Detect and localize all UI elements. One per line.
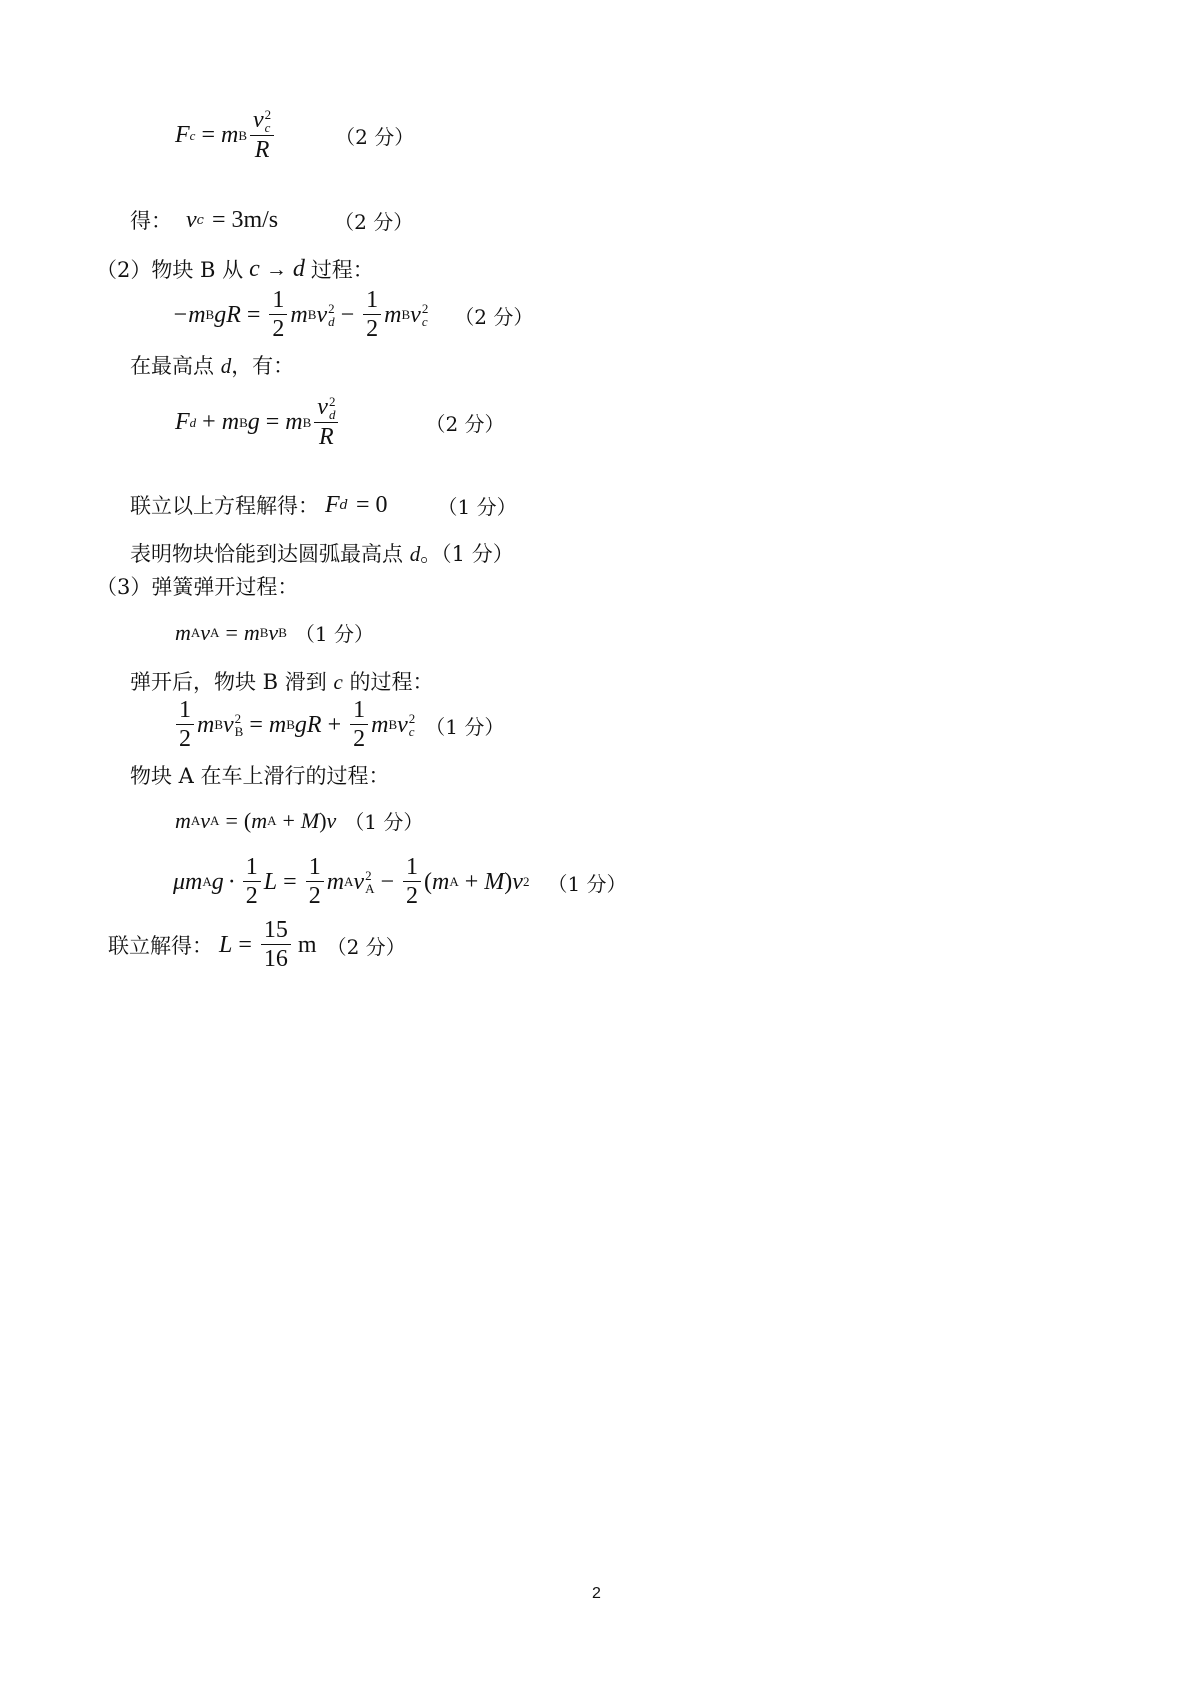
equation-momentum-car: m A v A = ( m A + M ) v （1 分） [175, 807, 424, 834]
score-label: （1 分） [425, 714, 505, 739]
page-number: 2 [592, 1585, 601, 1602]
equation-momentum-spring: m A v A = m B v B （1 分） [175, 619, 374, 646]
score-label: （2 分） [425, 412, 505, 437]
score-label: （1 分） [344, 810, 424, 834]
final-answer-line: 联立解得： L = $\frac{15}{16}$ m （2 分） [108, 917, 406, 973]
result-vc-line: 得： v c = 3m/s （2 分） [130, 206, 414, 234]
solve-Fd-line: 联立以上方程解得： F d = 0 （1 分） [130, 491, 517, 519]
subscript-c: c [189, 127, 196, 143]
equation-energy-cd: −m B gR = $\frac{1}{2}$ m B v 2 d − $\frac{1}{2}$ m B v 2 c （2 分） [172, 287, 534, 343]
equation-top-force: F d + m B g = m B v 2 d R （2 分） [175, 394, 505, 451]
fraction-vc2-over-R: v 2 c R [250, 108, 274, 164]
score-label: （1 分） [294, 622, 374, 646]
equation-energy-bc: $\frac{1}{2}$ m B v 2 B = m B gR + $\frac{1}{2}$ m B v 2 c （1 分） [173, 698, 504, 753]
equation-centripetal-c: F c = m B v 2 c R （2 分） [175, 107, 415, 164]
part-2-heading: （2）物块 B 从 c → d 过程： [96, 255, 374, 282]
equation-friction-energy: μ m A g · $\frac{1}{2}$ L = $\frac{1}{2}$ m A v 2 A − $\frac{1}{2}$ ( m A + M ) v 2 （1 分） [173, 854, 627, 910]
score-label: （2 分） [454, 304, 534, 329]
symbol-F: F [175, 122, 190, 149]
score-label: （2 分） [335, 125, 415, 150]
top-point-line: 在最高点 d，有： [130, 354, 295, 378]
score-label: （1 分） [547, 871, 627, 896]
subscript-B: B [238, 127, 248, 143]
after-spring-line: 弹开后，物块 B 滑到 c 的过程： [130, 670, 434, 694]
block-A-sliding-line: 物块 A 在车上滑行的过程： [130, 764, 390, 788]
score-label: （1 分） [437, 494, 517, 519]
conclusion-line: 表明物块恰能到达圆弧最高点 d。（1 分） [130, 542, 514, 566]
symbol-m: m [221, 122, 239, 149]
part-3-heading: （3）弹簧弹开过程： [96, 575, 299, 599]
score-label: （2 分） [334, 209, 414, 234]
score-label: （2 分） [326, 934, 406, 959]
